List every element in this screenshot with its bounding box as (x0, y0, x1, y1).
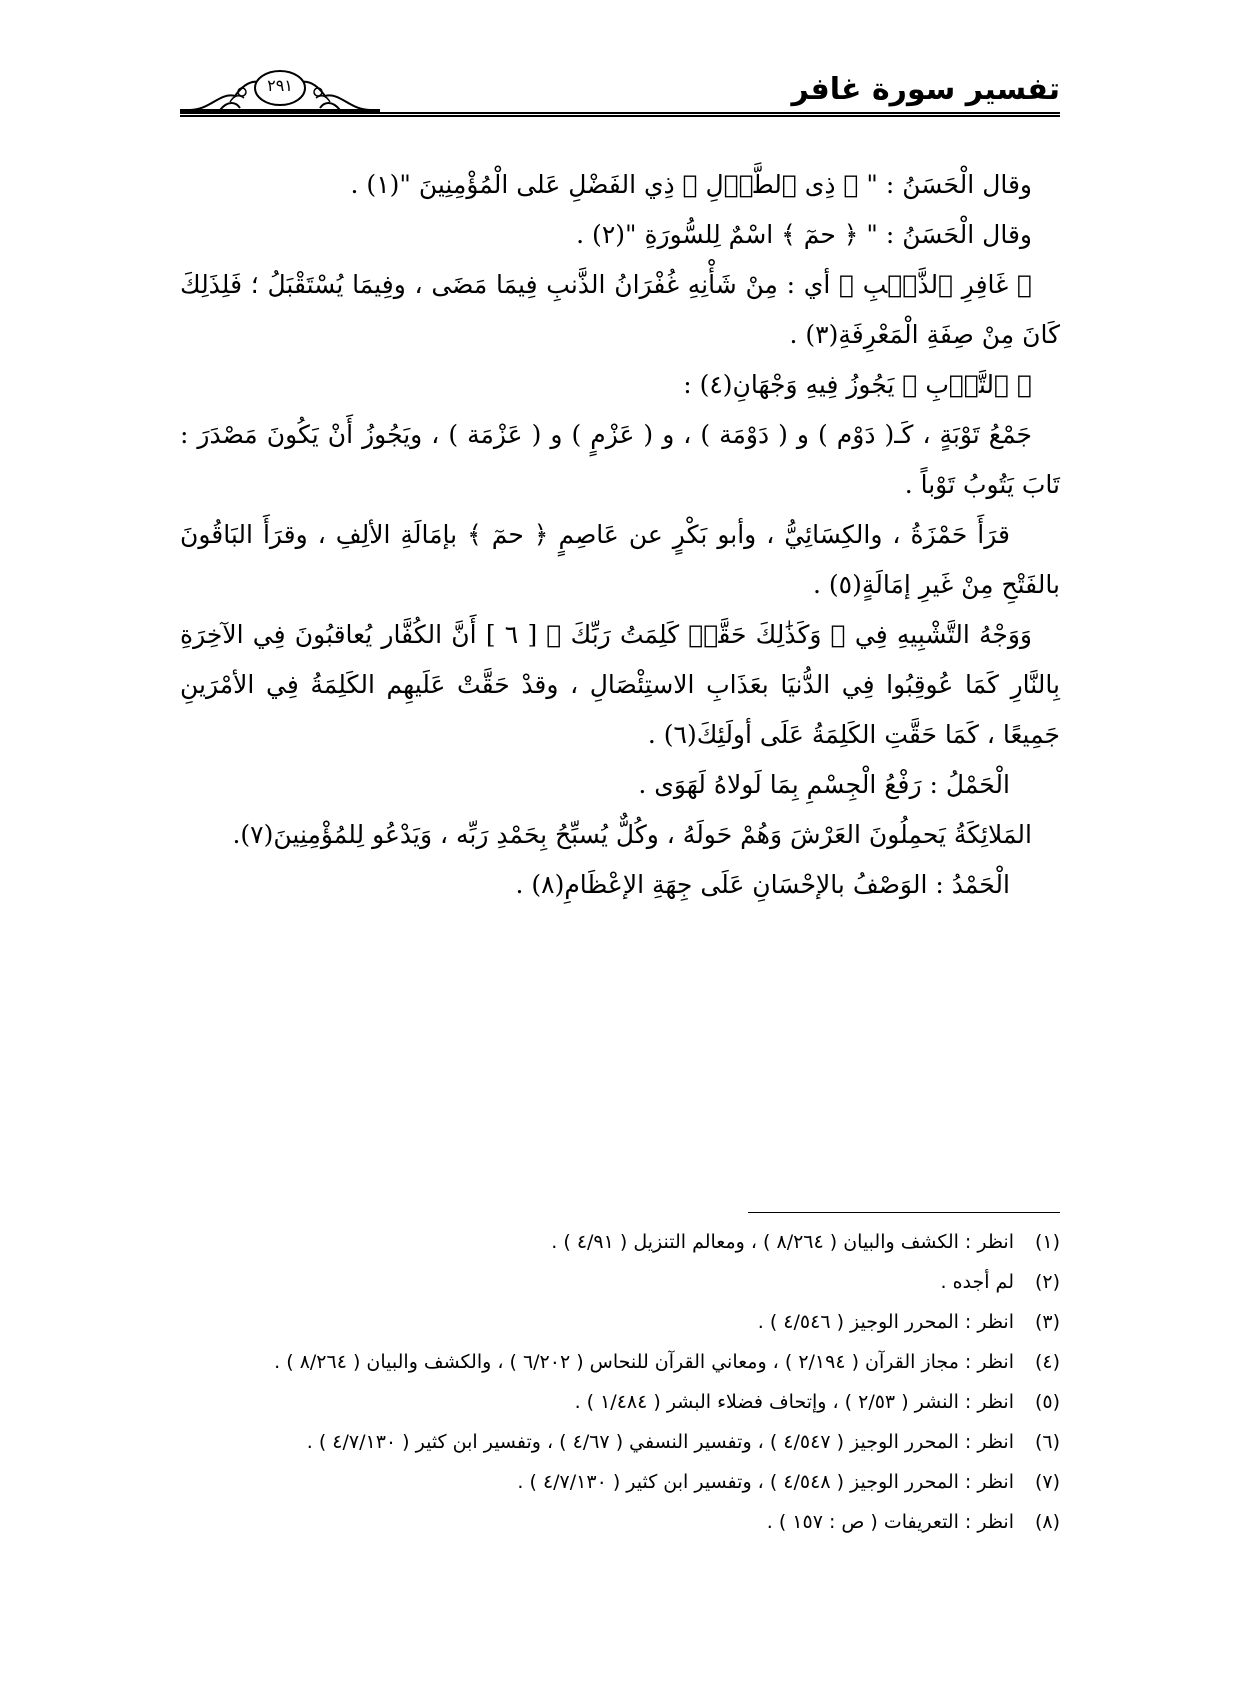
footnote-number: (٣) (1034, 1311, 1060, 1333)
footnotes (180, 1222, 1060, 1542)
footnote (180, 1342, 1060, 1382)
footnote (180, 1382, 1060, 1422)
paragraph: الْحَمْدُ : الوَصْفُ بالإحْسَانِ عَلَى جِهَةِ الإعْظَامِ(٨) . (515, 870, 1010, 899)
footnote-number: (٧) (1034, 1471, 1060, 1493)
paragraph: ﴿ ٱلتَّوۡبِ ﴾ يَجُوزُ فِيهِ وَجْهَانِ(٤) : (683, 370, 1032, 399)
paragraph: الْحَمْلُ : رَفْعُ الْجِسْمِ بِمَا لَولاهُ لَهَوَى . (638, 770, 1010, 799)
page-header (180, 62, 1060, 122)
paragraph: جَمْعُ تَوْبَةٍ ، كَـ( دَوْم ) و ( دَوْمَة ) ، و ( عَزْمٍ ) و ( عَزْمَة ) ، ويَجُوزُ أَنْ يَكُونَ مَصْدَرَ : تَابَ يَتُوبُ تَوْباً . (180, 420, 1060, 499)
footnote-text: انظر : مجاز القرآن ( ٢/١٩٤ ) ، ومعاني القرآن للنحاس ( ٦/٢٠٢ ) ، والكشف والبيان ( ٨/٢٦٤ ) . (274, 1351, 1014, 1373)
footnote-number: (٨) (1034, 1511, 1060, 1533)
footnote-text: انظر : المحرر الوجيز ( ٤/٥٤٧ ) ، وتفسير النسفي ( ٤/٦٧ ) ، وتفسير ابن كثير ( ٤/٧/١٣٠ ) . (306, 1431, 1014, 1453)
footnote (180, 1462, 1060, 1502)
paragraph: وَوَجْهُ التَّشْبِيهِ فِي ﴿ وَكَذَٰلِكَ حَقَّتۡ كَلِمَتُ رَبِّكَ ﴾ [ ٦ ] أَنَّ الكُفَّار يُعاقبُونَ فِي الآخِرَةِ بِالنَّارِ كَمَا عُوقِبُوا فِي الدُّنيَا بعَذَابِ الاستِئْصَالِ ، وقدْ حَقَّتْ عَلَيهِم الكَلِمَةُ فِي الأمْرَينِ جَمِيعًا ، كَمَا حَقَّتِ الكَلِمَةُ عَلَى أولَئِكَ(٦) . (180, 620, 1060, 749)
footnote (180, 1422, 1060, 1462)
footnote (180, 1262, 1060, 1302)
footnote-text: لم أجده . (940, 1271, 1014, 1293)
footnote-text: انظر : النشر ( ٢/٥٣ ) ، وإتحاف فضلاء البشر ( ١/٤٨٤ ) . (574, 1391, 1014, 1413)
paragraph: وقال الْحَسَنُ : " ﴿ ذِى ٱلطَّوۡلِ ﴾ ذِي الفَضْلِ عَلى الْمُؤْمِنِينَ "(١) . (350, 170, 1032, 199)
footnote-number: (٤) (1034, 1351, 1060, 1373)
footnote-text: انظر : الكشف والبيان ( ٨/٢٦٤ ) ، ومعالم التنزيل ( ٤/٩١ ) . (551, 1231, 1014, 1253)
footnote-text: انظر : المحرر الوجيز ( ٤/٥٤٦ ) . (757, 1311, 1014, 1333)
paragraph: ﴿ غَافِرِ ٱلذَّنۢبِ ﴾ أي : مِنْ شَأْنِهِ غُفْرَانُ الذَّنبِ فِيمَا مَضَى ، وفِيمَا يُسْتَقْبَلُ ؛ فَلِذَلِكَ كَانَ مِنْ صِفَةِ الْمَعْرِفَةِ(٣) . (180, 270, 1060, 349)
paragraph: قرَأَ حَمْزَةُ ، والكِسَائِيُّ ، وأبو بَكْرٍ عن عَاصِمٍ ﴿ حمٓ ﴾ بإمَالَةِ الألِفِ ، وقرَأَ البَاقُونَ بالفَتْحِ مِنْ غَيرِ إمَالَةٍ(٥) . (180, 520, 1060, 599)
footnote (180, 1502, 1060, 1542)
footnote-text: انظر : المحرر الوجيز ( ٤/٥٤٨ ) ، وتفسير ابن كثير ( ٤/٧/١٣٠ ) . (517, 1471, 1014, 1493)
running-title: تفسير سورة غافر (791, 72, 1060, 107)
main-text (180, 160, 1060, 910)
footnote-number: (٢) (1034, 1271, 1060, 1293)
footnote (180, 1222, 1060, 1262)
footnote-number: (٦) (1034, 1431, 1060, 1453)
page-number: ٢٩١ (267, 76, 293, 95)
paragraph: وقال الْحَسَنُ : " ﴿ حمٓ ﴾ اسْمٌ لِلسُّورَةِ "(٢) . (576, 220, 1032, 249)
footnote-number: (١) (1034, 1231, 1060, 1253)
header-rule (180, 112, 1060, 117)
footnote-text: انظر : التعريفات ( ص : ١٥٧ ) . (766, 1511, 1014, 1533)
footnote-number: (٥) (1034, 1391, 1060, 1413)
paragraph: المَلائِكَةُ يَحمِلُونَ العَرْشَ وَهُمْ حَولَهُ ، وكُلٌّ يُسبِّحُ بِحَمْدِ رَبِّه ، وَيَدْعُو لِلمُؤْمِنِينَ(٧). (232, 820, 1032, 849)
footnote (180, 1302, 1060, 1342)
footnote-separator (748, 1212, 1060, 1213)
